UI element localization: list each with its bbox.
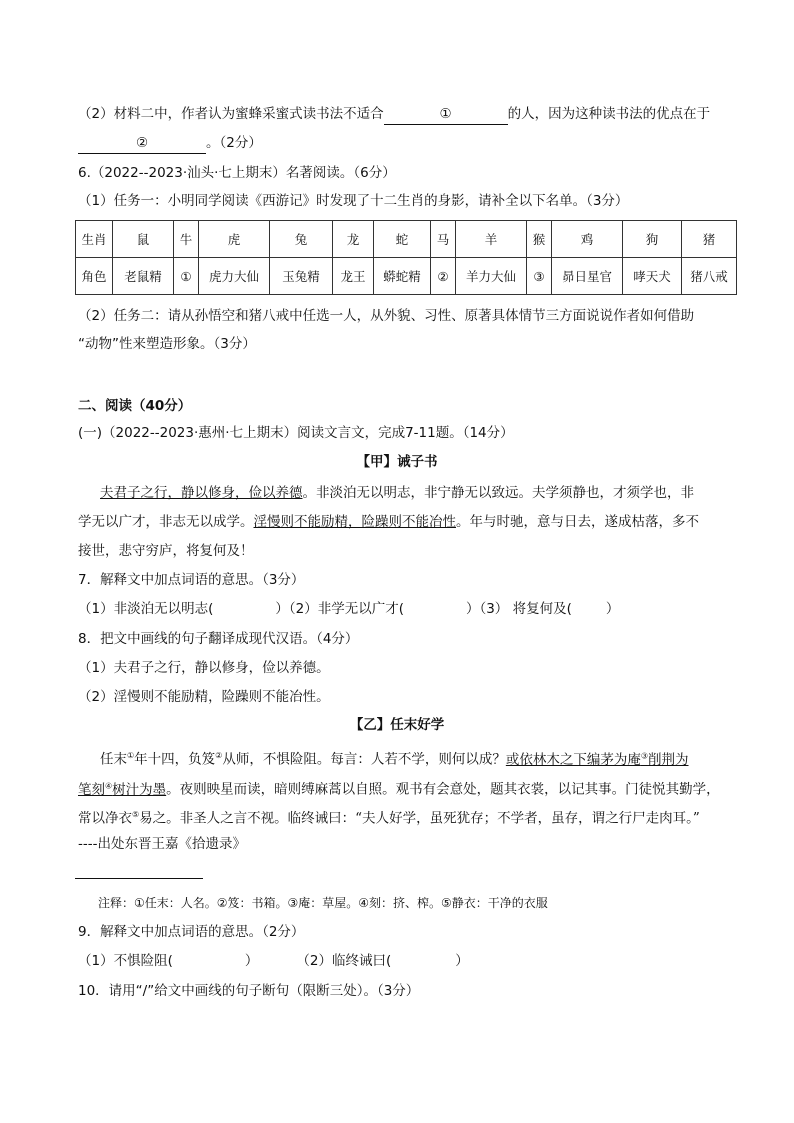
- table-cell: 昴日星官: [552, 258, 623, 295]
- table-cell: 马: [431, 221, 456, 258]
- table-cell: 鸡: [552, 221, 623, 258]
- yi-text: 年十四，负笈: [134, 751, 216, 768]
- q8-title: 8．把文中画线的句子翻译成现代汉语。（4分）: [78, 631, 359, 647]
- underlined-sentence-3: [506, 752, 689, 768]
- table-cell: 龙王: [333, 258, 374, 295]
- footnote-text: 注释：①任末：人名。②笈：书箱。③庵：草屋。④刻：挤、榨。⑤静衣：干净的衣服: [98, 896, 548, 910]
- q9-item-1: （1）不惧险阻(: [78, 953, 173, 969]
- table-cell: 蟒蛇精: [374, 258, 431, 295]
- q5-2-text-post: 的人，因为这种读书法的优点在于: [507, 106, 711, 122]
- jia-title: 【甲】诫子书: [356, 454, 438, 470]
- jia-para-line2: [78, 512, 699, 532]
- q8-item-1: （1）夫君子之行，静以修身，俭以养德。: [78, 660, 330, 676]
- answer-cell-3[interactable]: ③: [527, 258, 552, 295]
- yi-text: 。夜则映星而读，暗则缚麻蒿以自照。观书有会意处，题其衣裳，以记其事。门徒悦其勤学，: [166, 781, 720, 798]
- table-cell: 兔: [270, 221, 333, 258]
- underlined-sentence-1: 夫君子之行，静以修身，俭以养德: [100, 485, 303, 501]
- blank-label: ①: [439, 106, 452, 122]
- q8-item-2: （2）淫慢则不能励精，险躁则不能冶性。: [78, 689, 330, 705]
- yi-underlined-text: 或依林木之下编茅为庵: [505, 751, 641, 768]
- footnote-mark: ④: [105, 781, 113, 790]
- q7-title: 7．解释文中加点词语的意思。（3分）: [78, 572, 305, 588]
- yi-underlined-text: 树汁为墨: [112, 781, 167, 798]
- table-cell: 角色: [76, 258, 113, 295]
- q7-close: ）: [605, 601, 620, 617]
- jia-text: 。年与时驰，意与日去，遂成枯落，多不: [456, 514, 699, 530]
- jia-text: 学无以广才，非志无以成学。: [78, 514, 254, 530]
- q9-close-2: ）: [455, 953, 469, 969]
- q9-items: [78, 951, 469, 971]
- table-cell: 狗: [623, 221, 682, 258]
- q7-item-3: ）（3） 将复何及(: [465, 601, 572, 617]
- q6-title: 6.（2022--2023·汕头·七上期末）名著阅读。（6分）: [78, 165, 396, 181]
- q7-item-1: （1）非淡泊无以明志(: [78, 601, 214, 617]
- table-cell: 羊: [456, 221, 527, 258]
- table-cell: 猪八戒: [682, 258, 737, 295]
- q6-task2-line1: （2）任务二：请从孙悟空和猪八戒中任选一人，从外貌、习性、原著具体情节三方面说说作者如何借助: [78, 308, 695, 324]
- footnote-mark: ②: [215, 751, 223, 760]
- table-cell: 虎力大仙: [199, 258, 270, 295]
- table-cell: 蛇: [374, 221, 431, 258]
- jia-text: 。非淡泊无以明志，非宁静无以致远。夫学须静也，才须学也，非: [302, 485, 694, 501]
- footnote-mark: ①: [127, 751, 135, 760]
- zodiac-table: [75, 220, 737, 295]
- table-cell: 虎: [199, 221, 270, 258]
- q9-item-2: （2）临终诫曰(: [296, 953, 392, 969]
- jia-para-line1: [100, 483, 694, 503]
- yi-para-line3: [78, 805, 700, 829]
- q5-2-line2: [78, 133, 262, 154]
- yi-text: 易之。非圣人之言不视。临终诫曰：“夫人好学，虽死犹存；不学者，虽存，谓之行尸走肉耳。”: [139, 810, 700, 827]
- table-cell: 牛: [174, 221, 199, 258]
- table-row-role: [76, 258, 737, 295]
- yi-source: ----出处东晋王嘉《拾遗录》: [78, 836, 246, 852]
- q6-task1: （1）任务一：小明同学阅读《西游记》时发现了十二生肖的身影，请补全以下名单。（3分）: [78, 193, 629, 209]
- table-cell: 玉兔精: [270, 258, 333, 295]
- jia-para-line3: 接世，悲守穷庐，将复何及！: [78, 543, 254, 559]
- footnote-separator: [75, 878, 203, 879]
- answer-cell-1[interactable]: ①: [174, 258, 199, 295]
- table-cell: 哮天犬: [623, 258, 682, 295]
- yi-title: 【乙】任末好学: [349, 717, 445, 733]
- part1-intro: (一)（2022--2023·惠州·七上期末）阅读文言文，完成7-11题。（14分）: [78, 425, 514, 441]
- table-cell: 猪: [682, 221, 737, 258]
- table-cell: 鼠: [113, 221, 174, 258]
- answer-cell-2[interactable]: ②: [431, 258, 456, 295]
- section-heading: 二、阅读（40分）: [78, 398, 192, 414]
- table-cell: 生肖: [76, 221, 113, 258]
- table-cell: 猴: [527, 221, 552, 258]
- yi-para-line2: [78, 776, 720, 800]
- q9-title: 9．解释文中加点词语的意思。（2分）: [78, 924, 305, 940]
- q10-title: 10．请用“/”给文中画线的句子断句（限断三处）。（3分）: [78, 983, 420, 999]
- yi-text: 从师，不惧险阻。每言：人若不学，则何以成？: [222, 751, 506, 768]
- q5-2-line1: [78, 104, 710, 125]
- table-cell: 羊力大仙: [456, 258, 527, 295]
- blank-label: ②: [135, 135, 149, 151]
- yi-underlined-text: 削荆为: [648, 751, 689, 768]
- table-cell: 老鼠精: [113, 258, 174, 295]
- q6-task2-line2: “动物”性来塑造形象。（3分）: [78, 336, 256, 352]
- underlined-sentence-3-cont: [78, 782, 166, 798]
- yi-text: 常以净衣: [78, 810, 132, 827]
- underlined-sentence-2: 淫慢则不能励精，险躁则不能冶性: [253, 514, 456, 530]
- q5-2-text: （2）材料二中，作者认为蜜蜂采蜜式读书法不适合: [78, 106, 384, 122]
- footnote-mark: ⑤: [132, 810, 140, 819]
- answer-blank-2[interactable]: [78, 133, 206, 154]
- yi-underlined-text: 笔刻: [78, 781, 105, 798]
- yi-text: 任末: [100, 751, 127, 768]
- yi-para-line1: [100, 746, 689, 770]
- table-row-zodiac: [76, 221, 737, 258]
- table-cell: 龙: [333, 221, 374, 258]
- footnote-mark: ③: [640, 751, 649, 760]
- answer-blank-1[interactable]: [384, 104, 508, 125]
- q7-items: [78, 599, 619, 619]
- q7-item-2: ）（2）非学无以广才(: [275, 601, 404, 617]
- q5-2-score: 。（2分）: [206, 135, 262, 151]
- q9-close-1: ）: [244, 953, 259, 969]
